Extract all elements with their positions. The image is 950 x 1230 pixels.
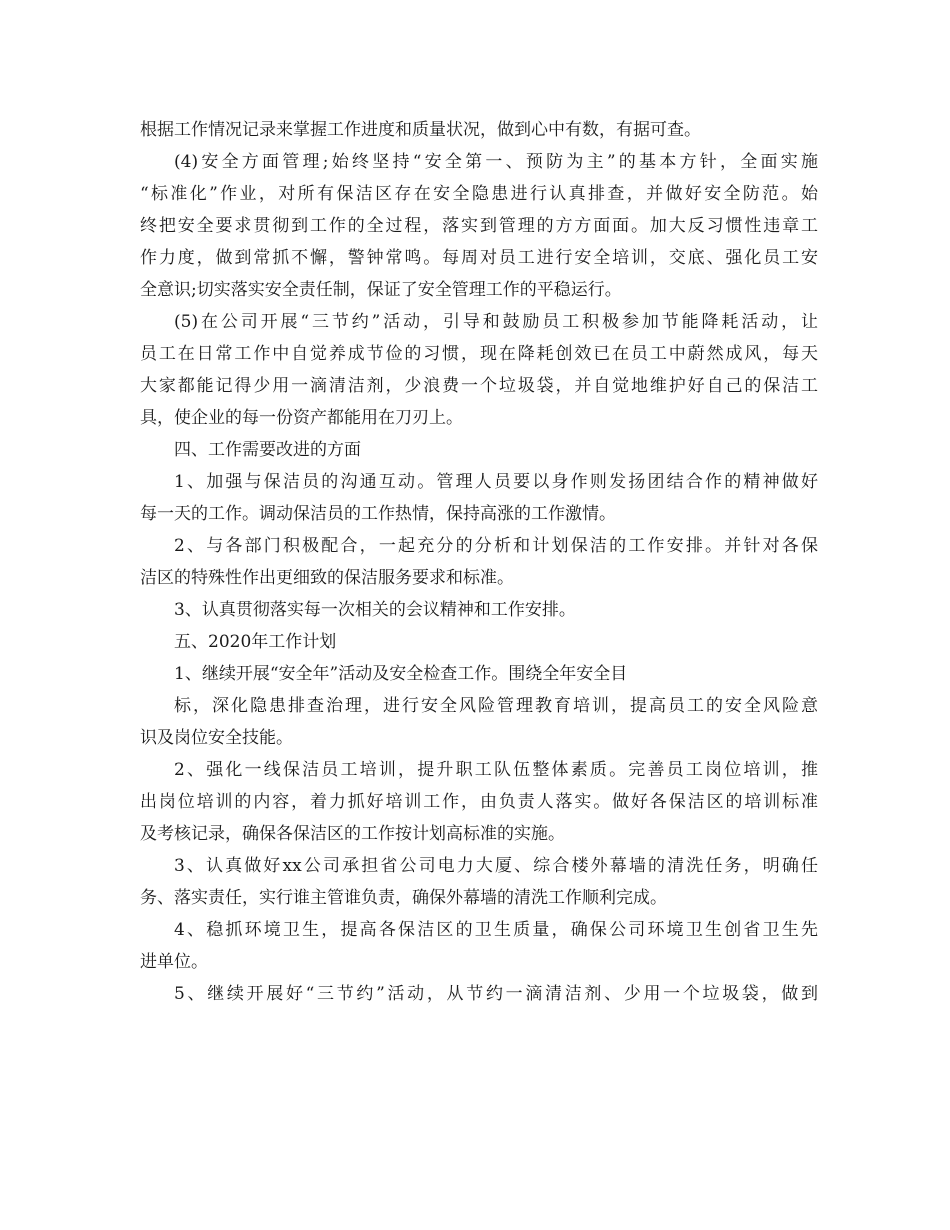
text-line: 3、认真做好xx公司承担省公司电力大厦、综合楼外幕墙的清洗任务，明确任	[174, 856, 818, 876]
text-line: 大家都能记得少用一滴清洁剂，少浪费一个垃圾袋，并自觉地维护好自己的保洁工	[140, 376, 818, 396]
text-line: 3、认真贯彻落实每一次相关的会议精神和工作安排。	[174, 600, 576, 620]
text-line: 5、继续开展好“三节约”活动，从节约一滴清洁剂、少用一个垃圾袋，做到	[174, 984, 818, 1004]
text-line: 4、稳抓环境卫生，提高各保洁区的卫生质量，确保公司环境卫生创省卫生先	[174, 920, 818, 940]
text-line: 2、与各部门积极配合，一起充分的分析和计划保洁的工作安排。并针对各保	[174, 536, 818, 556]
text-line: 进单位。	[140, 952, 208, 972]
section-heading: 四、工作需要改进的方面	[174, 440, 361, 460]
text-line: 作力度，做到常抓不懈，警钟常鸣。每周对员工进行安全培训，交底、强化员工安	[140, 248, 818, 268]
text-line: 终把安全要求贯彻到工作的全过程，落实到管理的方方面面。加大反习惯性违章工	[140, 216, 818, 236]
text-line: 标，深化隐患排查治理，进行安全风险管理教育培训，提高员工的安全风险意	[174, 696, 818, 716]
text-line: “标准化”作业，对所有保洁区存在安全隐患进行认真排查，并做好安全防范。始	[140, 184, 818, 204]
text-line: 2、强化一线保洁员工培训，提升职工队伍整体素质。完善员工岗位培训，推	[174, 760, 818, 780]
text-line: 每一天的工作。调动保洁员的工作热情，保持高涨的工作激情。	[140, 504, 616, 524]
text-line: 1、加强与保洁员的沟通互动。管理人员要以身作则发扬团结合作的精神做好	[174, 472, 818, 492]
text-line: 员工在日常工作中自觉养成节俭的习惯，现在降耗创效已在员工中蔚然成风，每天	[140, 344, 818, 364]
text-line: (4)安全方面管理;始终坚持“安全第一、预防为主”的基本方针，全面实施	[174, 152, 818, 172]
text-line: 全意识;切实落实安全责任制，保证了安全管理工作的平稳运行。	[140, 280, 622, 300]
text-line: 务、落实责任，实行谁主管谁负责，确保外幕墙的清洗工作顺利完成。	[140, 888, 667, 908]
text-line: 识及岗位安全技能。	[140, 728, 293, 748]
section-heading: 五、2020年工作计划	[174, 632, 337, 652]
text-line: 出岗位培训的内容，着力抓好培训工作，由负责人落实。做好各保洁区的培训标准	[140, 792, 818, 812]
text-line: 洁区的特殊性作出更细致的保洁服务要求和标准。	[140, 568, 514, 588]
text-line: 1、继续开展“安全年”活动及安全检查工作。围绕全年安全目	[174, 664, 628, 684]
text-line: 及考核记录，确保各保洁区的工作按计划高标准的实施。	[140, 824, 565, 844]
document-body	[140, 114, 818, 1010]
text-line: 具，使企业的每一份资产都能用在刀刃上。	[140, 408, 463, 428]
text-line: (5)在公司开展“三节约”活动，引导和鼓励员工积极参加节能降耗活动，让	[174, 312, 818, 332]
text-line: 根据工作情况记录来掌握工作进度和质量状况，做到心中有数，有据可查。	[140, 120, 701, 140]
